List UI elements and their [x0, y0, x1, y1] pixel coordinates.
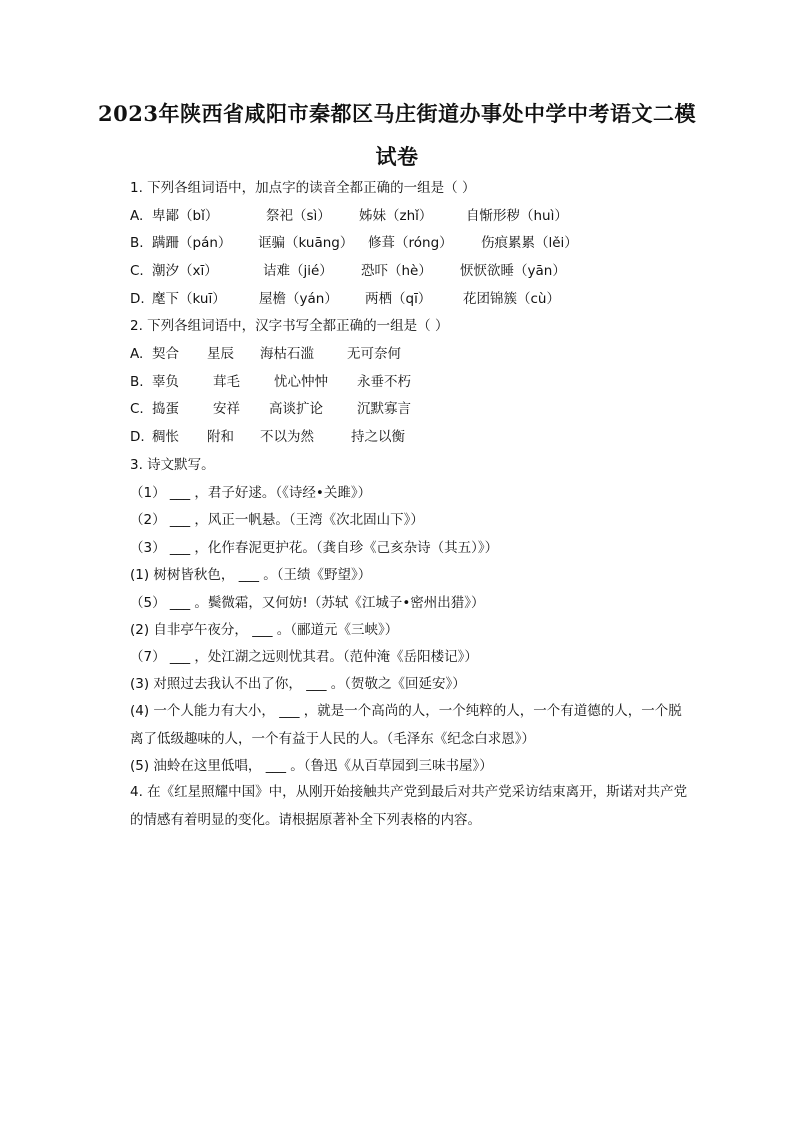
- option-cell: 忧心忡忡: [274, 374, 328, 390]
- q1-option-a: [130, 207, 568, 225]
- q3-item: (1) 树树皆秋色， ___ 。（王绩《野望》）: [130, 567, 372, 583]
- option-cell: 伤痕累累（lěi）: [481, 235, 578, 251]
- option-cell: 契合: [152, 346, 179, 362]
- option-cell: 茸毛: [213, 374, 240, 390]
- q1-option-b: [130, 234, 578, 252]
- q1-stem: 1. 下列各组词语中，加点字的读音全都正确的一组是（ ）: [130, 180, 476, 196]
- option-label: D.: [130, 291, 145, 307]
- option-cell: 诘难（jié）: [263, 263, 333, 279]
- exam-title-line2: 试卷: [375, 144, 419, 169]
- q4-stem: 4. 在《红星照耀中国》中，从刚开始接触共产党到最后对共产党采访结束离开，斯诺对共产党的情感有着明显的变化。请根据原著补全下列表格的内容。: [130, 784, 688, 828]
- option-cell: 诓骗（kuāng）: [258, 235, 354, 251]
- option-cell: 沉默寡言: [357, 401, 411, 417]
- q3-item: （3） ___ ，化作春泥更护花。（龚自珍《己亥杂诗（其五）》）: [130, 540, 499, 556]
- option-cell: 星辰: [207, 346, 234, 362]
- q3-item: （7） ___ ，处江湖之远则忧其君。（范仲淹《岳阳楼记》）: [130, 649, 478, 665]
- option-cell: 附和: [207, 429, 234, 445]
- option-cell: 恐吓（hè）: [361, 263, 432, 279]
- option-cell: 姊妹（zhǐ）: [359, 208, 433, 224]
- option-label: A.: [130, 208, 144, 224]
- option-cell: 蹒跚（pán）: [152, 235, 232, 251]
- option-label: D.: [130, 429, 145, 445]
- option-cell: 麾下（kuī）: [152, 291, 226, 307]
- q3-item: (4) 一个人能力有大小， ___ ，就是一个高尚的人，一个纯粹的人，一个有道德的人，一个脱离了低级趣味的人，一个有益于人民的人。（毛泽东《纪念白求恩》）: [130, 703, 682, 747]
- q1-option-c: [130, 262, 566, 280]
- option-cell: 恹恹欲睡（yān）: [460, 263, 566, 279]
- q3-item: （5） ___ 。鬓微霜，又何妨!（苏轼《江城子•密州出猎》）: [130, 595, 485, 611]
- option-label: C.: [130, 401, 144, 417]
- q3-item: (5) 油蛉在这里低唱， ___ 。（鲁迅《从百草园到三味书屋》）: [130, 758, 493, 774]
- option-label: B.: [130, 374, 144, 390]
- q2-option-b: [130, 373, 411, 391]
- q3-item: （1） ___ ，君子好逑。（《诗经•关雎》）: [130, 485, 372, 501]
- option-cell: 高谈扩论: [269, 401, 323, 417]
- q2-stem: 2. 下列各组词语中，汉字书写全都正确的一组是（ ）: [130, 318, 449, 334]
- option-cell: 屋檐（yán）: [259, 291, 338, 307]
- option-cell: 卑鄙（bǐ）: [152, 208, 219, 224]
- option-cell: 稠怅: [152, 429, 179, 445]
- option-cell: 辜负: [152, 374, 179, 390]
- option-cell: 安祥: [213, 401, 240, 417]
- option-cell: 不以为然: [260, 429, 314, 445]
- option-label: A.: [130, 346, 144, 362]
- option-cell: 海枯石滥: [260, 346, 314, 362]
- option-label: C.: [130, 263, 144, 279]
- q3-stem: 3. 诗文默写。: [130, 457, 215, 473]
- option-cell: 捣蛋: [152, 401, 179, 417]
- q2-option-a: [130, 345, 401, 363]
- q1-option-d: [130, 290, 560, 308]
- q2-option-d: [130, 428, 405, 446]
- option-cell: 修葺（róng）: [368, 235, 453, 251]
- option-cell: 潮汐（xī）: [152, 263, 218, 279]
- exam-title-line1: 2023年陕西省咸阳市秦都区马庄街道办事处中学中考语文二模: [98, 101, 696, 126]
- option-cell: 持之以衡: [351, 429, 405, 445]
- option-cell: 自惭形秽（huì）: [466, 208, 568, 224]
- option-label: B.: [130, 235, 144, 251]
- option-cell: 无可奈何: [347, 346, 401, 362]
- option-cell: 祭祀（sì）: [266, 208, 331, 224]
- option-cell: 两栖（qī）: [365, 291, 432, 307]
- option-cell: 永垂不朽: [357, 374, 411, 390]
- q2-option-c: [130, 400, 411, 418]
- q3-item: （2） ___ ，风正一帆悬。（王湾《次北固山下》）: [130, 512, 424, 528]
- q3-item: (2) 自非亭午夜分， ___ 。（郦道元《三峡》）: [130, 622, 399, 638]
- q3-item: (3) 对照过去我认不出了你， ___ 。（贺敬之《回延安》）: [130, 676, 466, 692]
- option-cell: 花团锦簇（cù）: [463, 291, 560, 307]
